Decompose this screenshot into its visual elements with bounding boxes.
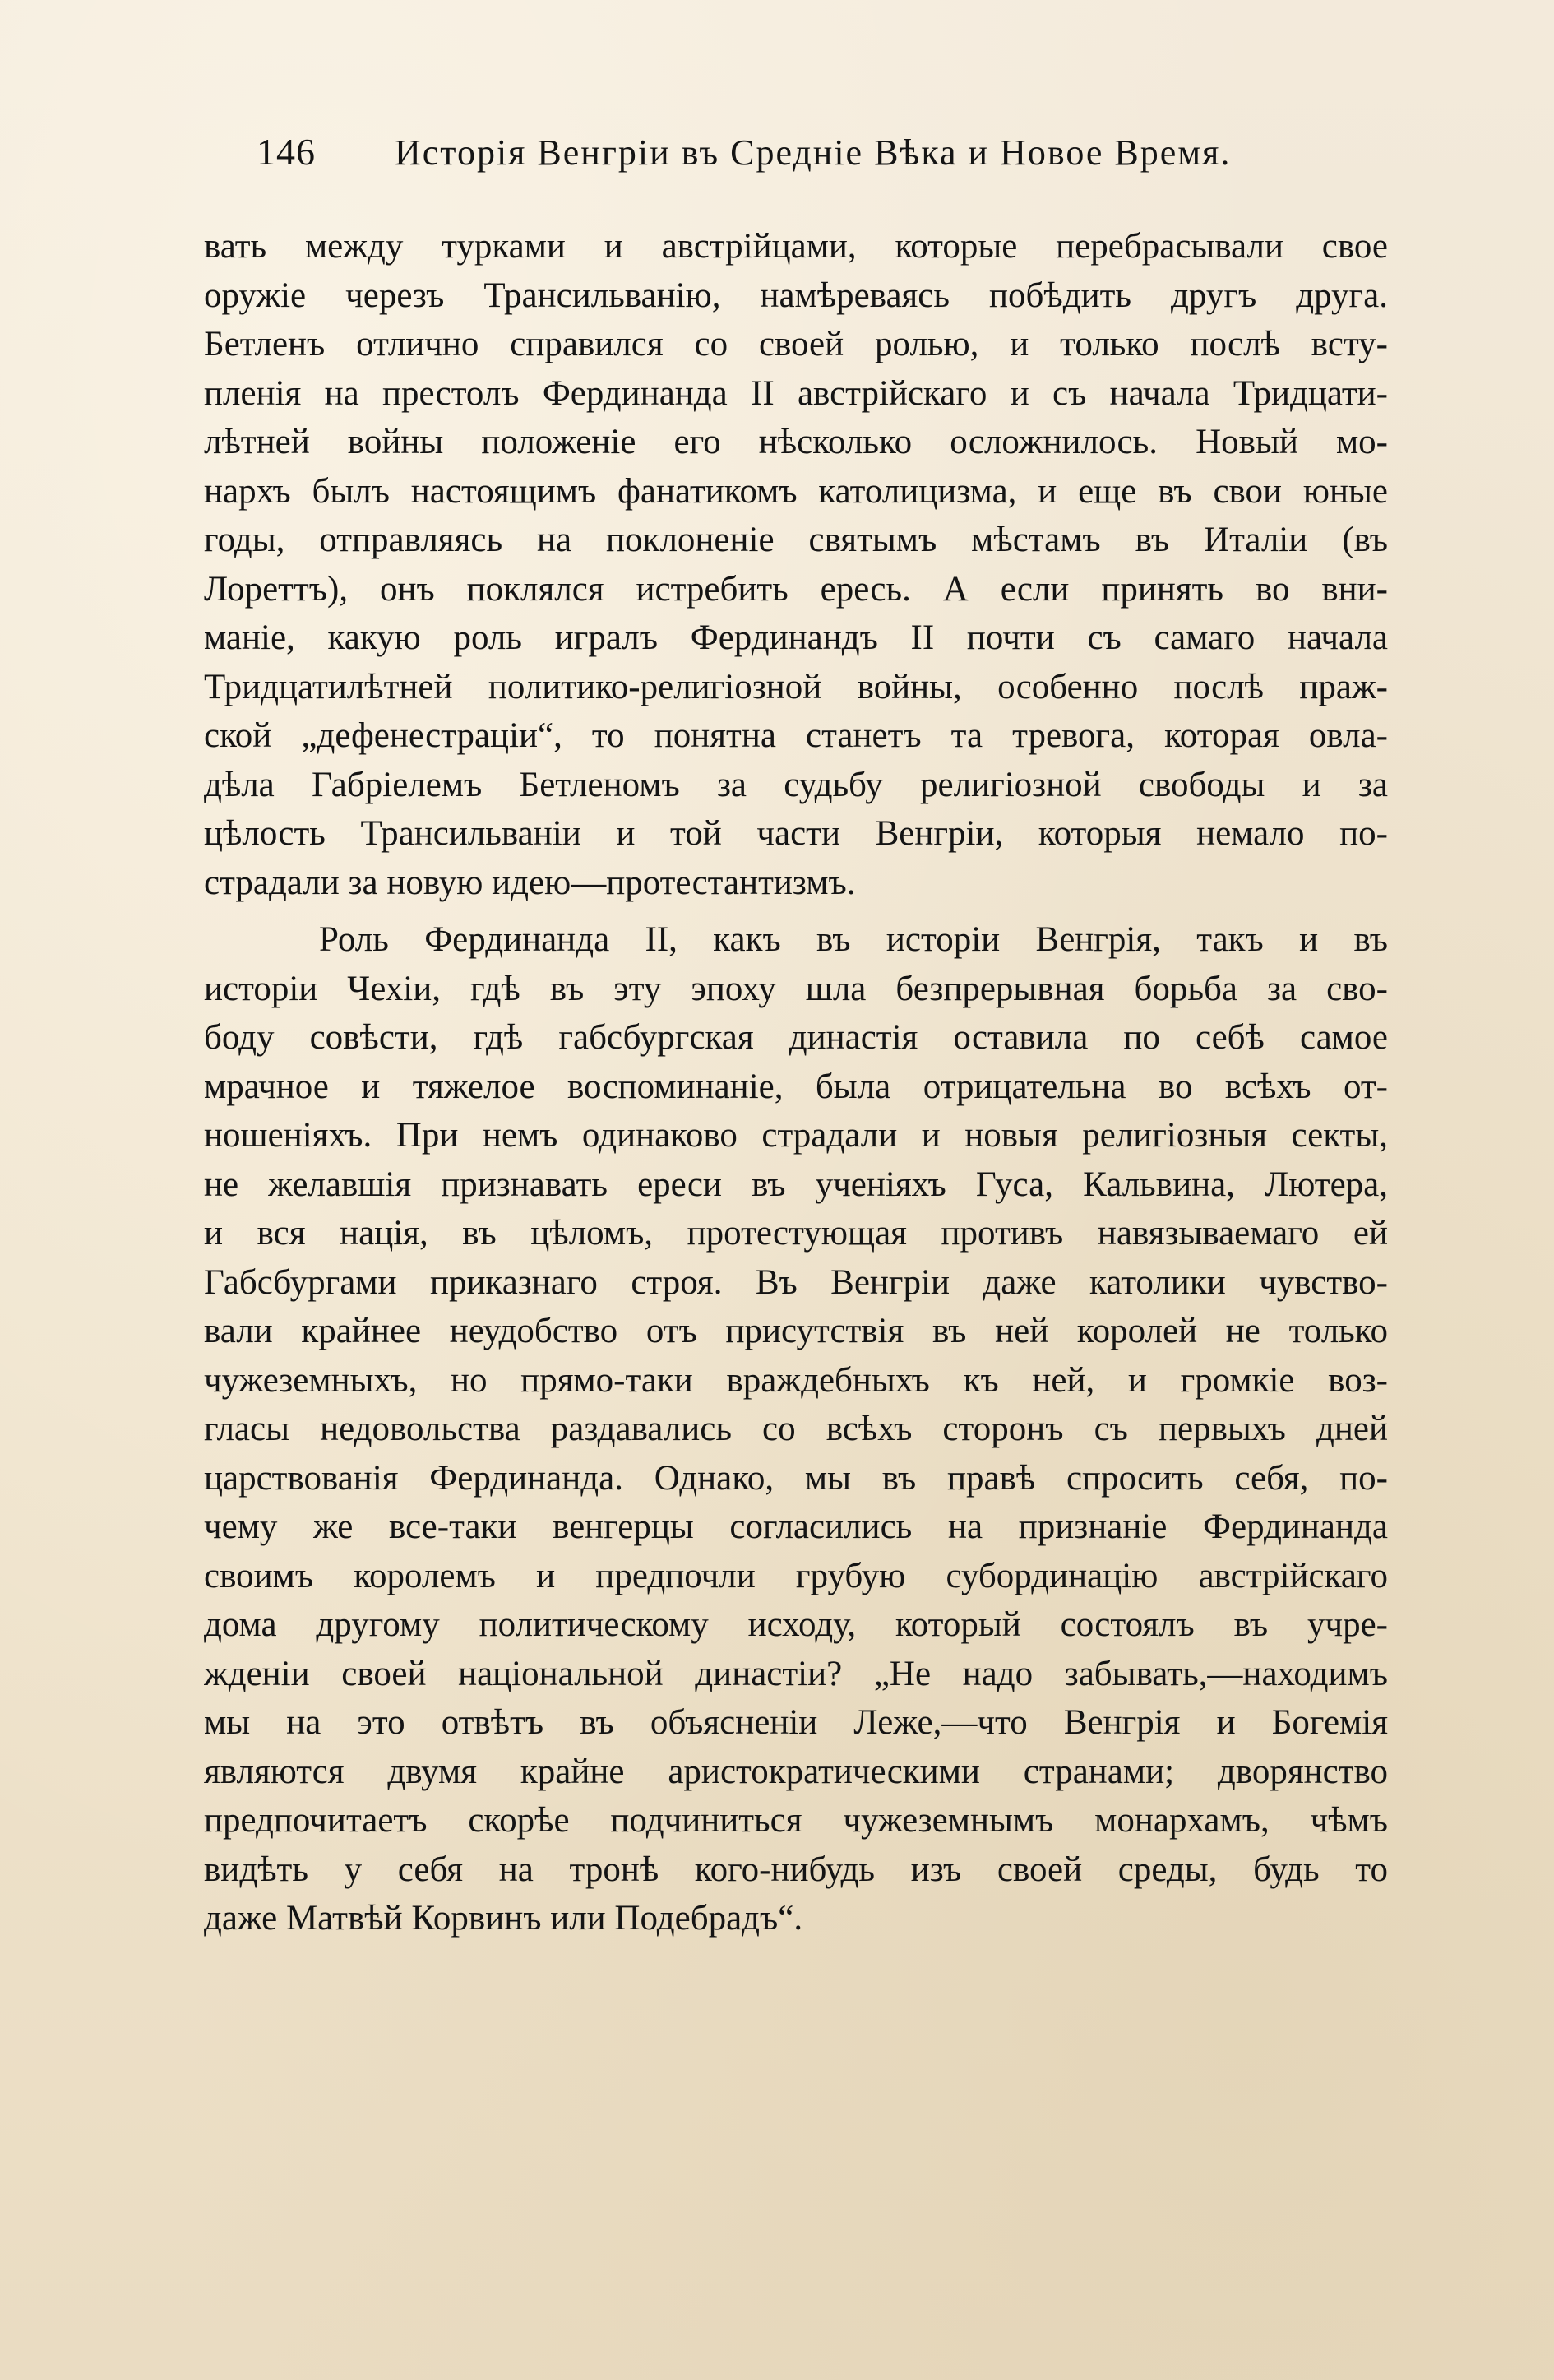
- text-line: Тридцатилѣтней политико-религіозной войны, особенно послѣ праж-: [204, 667, 1388, 706]
- text-line: своимъ королемъ и предпочли грубую субординацію австрійскаго: [204, 1556, 1388, 1595]
- text-line: пленія на престолъ Фердинанда II австрійскаго и съ начала Тридцати-: [204, 373, 1388, 413]
- text-line: маніе, какую роль игралъ Фердинандъ II почти съ самаго начала: [204, 618, 1388, 657]
- text-line: боду совѣсти, гдѣ габсбургская династія оставила по себѣ самое: [204, 1018, 1388, 1057]
- text-line: чему же все-таки венгерцы согласились на признаніе Фердинанда: [204, 1507, 1388, 1546]
- body-text: [204, 222, 1388, 1943]
- text-line: и вся нація, въ цѣломъ, протестующая противъ навязываемаго ей: [204, 1214, 1388, 1253]
- text-line: вать между турками и австрійцами, которые перебрасывали свое: [204, 227, 1388, 266]
- text-line: царствованія Фердинанда. Однако, мы въ правѣ спросить себя, по-: [204, 1458, 1388, 1498]
- text-line: цѣлость Трансильваніи и той части Венгріи, которыя немало по-: [204, 814, 1388, 853]
- text-line: нархъ былъ настоящимъ фанатикомъ католицизма, и еще въ свои юные: [204, 471, 1388, 511]
- paragraph: [204, 222, 1388, 907]
- text-line: Габсбургами приказнаго строя. Въ Венгріи даже католики чувство-: [204, 1262, 1388, 1302]
- text-line: Лореттъ), онъ поклялся истребить ересь. А если принять во вни-: [204, 569, 1388, 609]
- text-line: предпочитаетъ скорѣе подчиниться чужеземнымъ монархамъ, чѣмъ: [204, 1801, 1388, 1840]
- text-line: дома другому политическому исходу, который состоялъ въ учре-: [204, 1605, 1388, 1644]
- paragraph: [204, 915, 1388, 1943]
- text-line: мрачное и тяжелое воспоминаніе, была отрицательна во всѣхъ от-: [204, 1067, 1388, 1106]
- text-line: не желавшія признавать ереси въ ученіяхъ Гуса, Кальвина, Лютера,: [204, 1165, 1388, 1204]
- text-line: годы, отправляясь на поклоненіе святымъ мѣстамъ въ Италіи (въ: [204, 521, 1388, 559]
- text-line: являются двумя крайне аристократическими странами; дворянство: [204, 1752, 1388, 1791]
- text-line: Бетленъ отлично справился со своей ролью, и только послѣ всту-: [204, 325, 1388, 363]
- text-line: Роль Фердинанда II, какъ въ исторіи Венгрія, такъ и въ: [319, 920, 1388, 959]
- text-line: оружіе черезъ Трансильванію, намѣреваясь побѣдить другъ друга.: [204, 276, 1388, 315]
- text-line: чужеземныхъ, но прямо-таки враждебныхъ къ ней, и громкіе воз-: [204, 1360, 1388, 1400]
- page-header: [257, 130, 1276, 188]
- text-line: вали крайнее неудобство отъ присутствія въ ней королей не только: [204, 1312, 1388, 1350]
- text-line: страдали за новую идею—протестантизмъ.: [204, 863, 856, 902]
- text-line: дѣла Габріелемъ Бетленомъ за судьбу религіозной свободы и за: [204, 765, 1388, 804]
- page-number: 146: [257, 131, 316, 173]
- text-line: мы на это отвѣтъ въ объясненіи Леже,—что Венгрія и Богемія: [204, 1703, 1388, 1742]
- text-line: гласы недовольства раздавались со всѣхъ сторонъ съ первыхъ дней: [204, 1410, 1388, 1448]
- text-line: ской „дефенестраціи“, то понятна станетъ та тревога, которая овла-: [204, 716, 1388, 755]
- text-line: исторіи Чехіи, гдѣ въ эту эпоху шла безпрерывная борьба за сво-: [204, 969, 1388, 1008]
- text-line: жденіи своей національной династіи? „Не надо забывать,—находимъ: [204, 1654, 1388, 1693]
- running-title: Исторія Венгріи въ Средніе Вѣка и Новое Время.: [395, 132, 1232, 173]
- text-line: видѣть у себя на тронѣ кого-нибудь изъ своей среды, будь то: [204, 1850, 1388, 1889]
- text-line: ношеніяхъ. При немъ одинаково страдали и новыя религіозныя секты,: [204, 1116, 1388, 1155]
- text-line: даже Матвѣй Корвинъ или Подебрадъ“.: [204, 1899, 803, 1938]
- text-line: лѣтней войны положеніе его нѣсколько осложнилось. Новый мо-: [204, 423, 1388, 461]
